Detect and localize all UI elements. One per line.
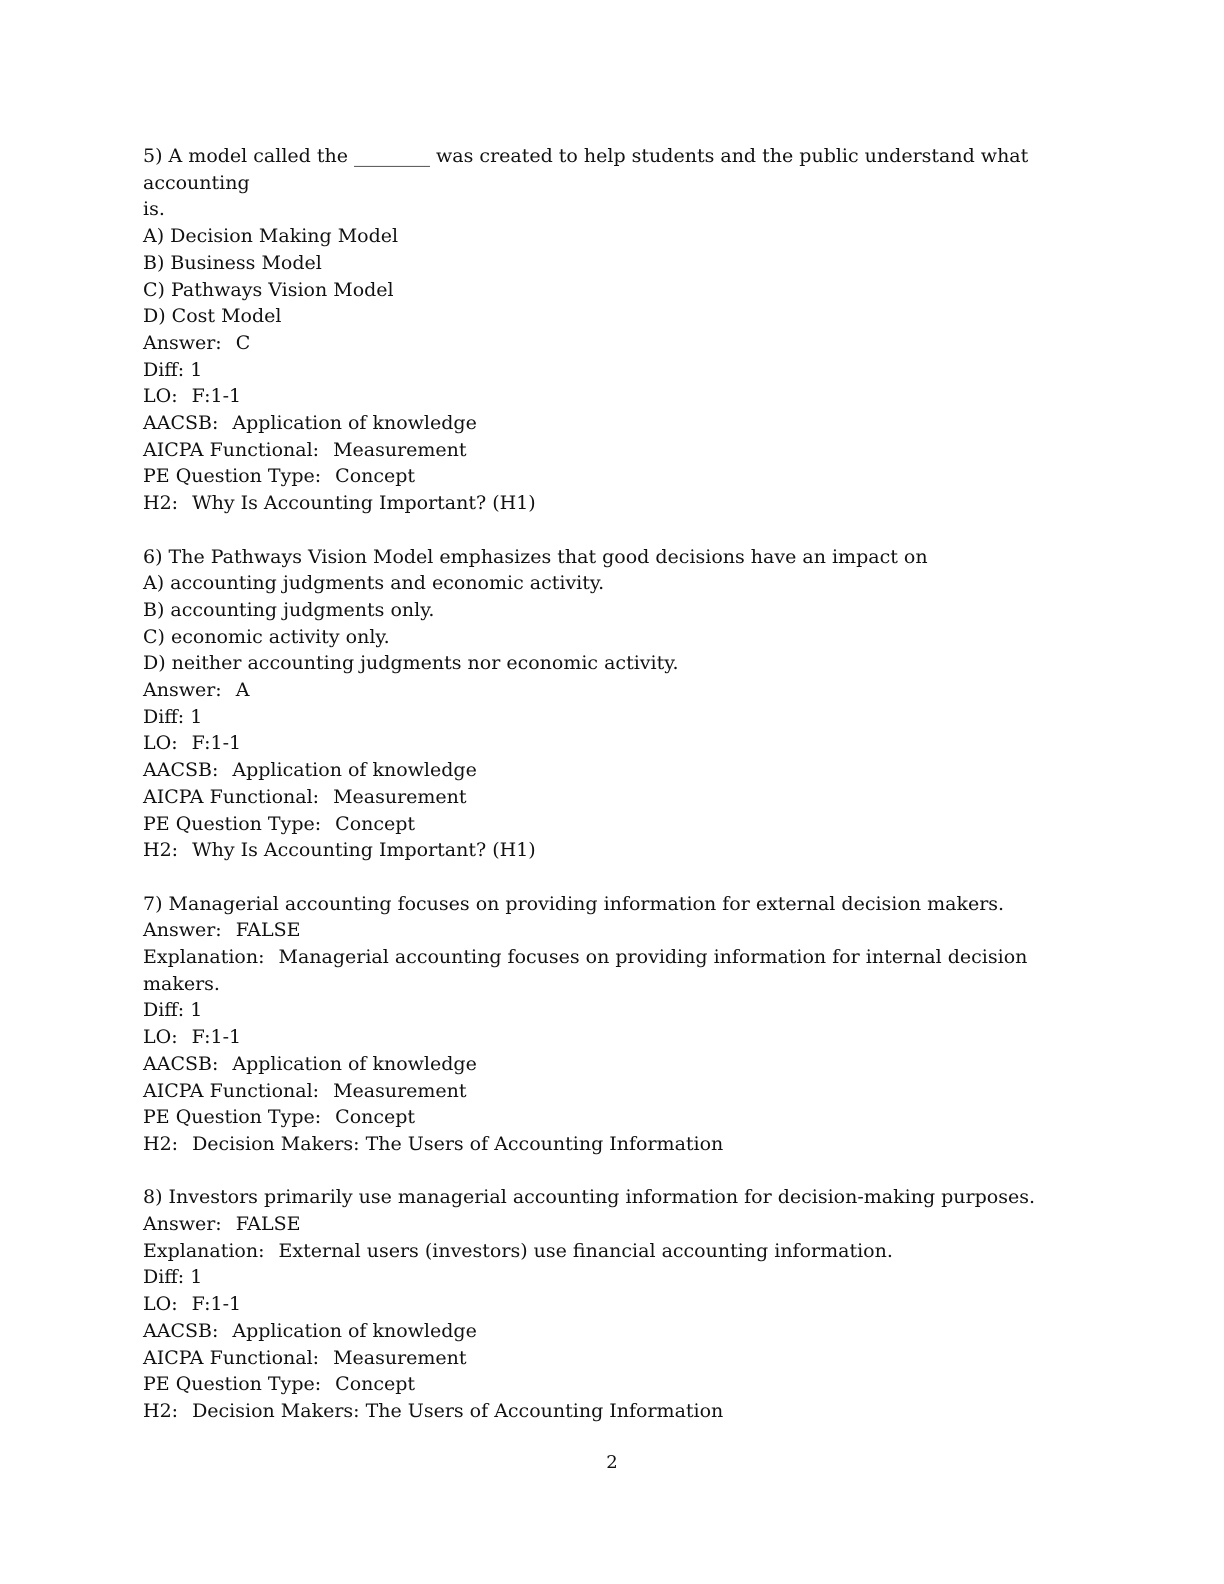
aacsb-value: Application of knowledge: [232, 1319, 477, 1342]
explanation-label: Explanation:: [143, 1239, 265, 1262]
aicpa-line: [143, 784, 1083, 811]
aacsb-line: [143, 1318, 1083, 1345]
question-stem-continued: is.: [143, 198, 165, 221]
option-a: A) accounting judgments and economic activity.: [143, 572, 605, 595]
lo-label: LO:: [143, 1293, 178, 1316]
answer-value: A: [235, 679, 250, 702]
answer-line: [143, 677, 1083, 704]
pe-line: [143, 811, 1083, 838]
aacsb-value: Application of knowledge: [232, 759, 477, 782]
option-d: D) neither accounting judgments nor economic activity.: [143, 652, 679, 675]
answer-line: [143, 330, 1083, 357]
pe-value: Concept: [335, 465, 416, 488]
diff-value: 1: [190, 358, 203, 381]
question-stem: 5) A model called the ________ was created to help students and the public understand what accounting: [143, 145, 1035, 194]
question-5: [143, 143, 1083, 517]
h2-value: Why Is Accounting Important? (H1): [192, 492, 536, 515]
h2-value: Why Is Accounting Important? (H1): [192, 839, 536, 862]
answer-label: Answer:: [143, 919, 222, 942]
pe-line: [143, 1104, 1083, 1131]
diff-value: 1: [190, 1266, 203, 1289]
answer-label: Answer:: [143, 1213, 222, 1236]
aicpa-line: [143, 437, 1083, 464]
lo-line: [143, 383, 1083, 410]
h2-label: H2:: [143, 1400, 179, 1422]
h2-value: Decision Makers: The Users of Accounting Information: [192, 1400, 724, 1422]
option-b: B) Business Model: [143, 251, 322, 274]
diff-line: [143, 357, 1083, 384]
answer-line: [143, 1211, 1083, 1238]
page-number: 2: [606, 1452, 618, 1473]
answer-value: FALSE: [235, 919, 301, 942]
h2-label: H2:: [143, 492, 179, 515]
aicpa-label: AICPA Functional:: [143, 1346, 320, 1369]
diff-line: [143, 704, 1083, 731]
aicpa-value: Measurement: [333, 785, 467, 808]
pe-value: Concept: [335, 1106, 416, 1129]
explanation-value: Managerial accounting focuses on providing information for internal decision makers.: [143, 946, 1034, 995]
lo-line: [143, 730, 1083, 757]
document-page: [143, 143, 1083, 1451]
diff-value: 1: [190, 999, 203, 1022]
question-8: [143, 1184, 1083, 1424]
aacsb-line: [143, 757, 1083, 784]
explanation-line: [143, 944, 1083, 997]
pe-label: PE Question Type:: [143, 465, 322, 488]
option-d: D) Cost Model: [143, 305, 282, 328]
aicpa-label: AICPA Functional:: [143, 1079, 320, 1102]
h2-label: H2:: [143, 1132, 179, 1155]
answer-value: FALSE: [235, 1213, 301, 1236]
aicpa-value: Measurement: [333, 1346, 467, 1369]
option-c: C) Pathways Vision Model: [143, 278, 394, 301]
option-a: A) Decision Making Model: [143, 225, 399, 248]
diff-value: 1: [190, 705, 203, 728]
aacsb-line: [143, 410, 1083, 437]
h2-value: Decision Makers: The Users of Accounting Information: [192, 1132, 724, 1155]
lo-line: [143, 1024, 1083, 1051]
h2-line: [143, 1398, 1083, 1425]
pe-label: PE Question Type:: [143, 812, 322, 835]
option-b: B) accounting judgments only.: [143, 598, 435, 621]
explanation-line: [143, 1238, 1083, 1265]
lo-label: LO:: [143, 732, 178, 755]
pe-label: PE Question Type:: [143, 1106, 322, 1129]
pe-value: Concept: [335, 812, 416, 835]
lo-label: LO:: [143, 1026, 178, 1049]
aicpa-line: [143, 1345, 1083, 1372]
aacsb-value: Application of knowledge: [232, 1052, 477, 1075]
question-stem: 8) Investors primarily use managerial accounting information for decision-making purposes.: [143, 1186, 1036, 1209]
explanation-label: Explanation:: [143, 946, 265, 969]
h2-line: [143, 837, 1083, 864]
answer-label: Answer:: [143, 679, 222, 702]
option-c: C) economic activity only.: [143, 625, 390, 648]
diff-label: Diff:: [143, 705, 185, 728]
diff-label: Diff:: [143, 1266, 185, 1289]
pe-label: PE Question Type:: [143, 1373, 322, 1396]
aacsb-label: AACSB:: [143, 412, 219, 435]
diff-line: [143, 997, 1083, 1024]
aacsb-label: AACSB:: [143, 1319, 219, 1342]
h2-line: [143, 1131, 1083, 1158]
question-6: [143, 544, 1083, 864]
question-stem: 7) Managerial accounting focuses on providing information for external decision makers.: [143, 892, 1005, 915]
aicpa-value: Measurement: [333, 1079, 467, 1102]
question-stem: 6) The Pathways Vision Model emphasizes that good decisions have an impact on: [143, 545, 928, 568]
aacsb-label: AACSB:: [143, 759, 219, 782]
diff-label: Diff:: [143, 999, 185, 1022]
lo-value: F:1-1: [191, 732, 242, 755]
pe-line: [143, 463, 1083, 490]
aicpa-label: AICPA Functional:: [143, 785, 320, 808]
lo-value: F:1-1: [191, 1026, 242, 1049]
lo-label: LO:: [143, 385, 178, 408]
h2-line: [143, 490, 1083, 517]
diff-label: Diff:: [143, 358, 185, 381]
diff-line: [143, 1264, 1083, 1291]
h2-label: H2:: [143, 839, 179, 862]
answer-value: C: [235, 331, 251, 354]
lo-value: F:1-1: [191, 385, 242, 408]
answer-label: Answer:: [143, 331, 222, 354]
aicpa-label: AICPA Functional:: [143, 438, 320, 461]
lo-value: F:1-1: [191, 1293, 242, 1316]
aicpa-value: Measurement: [333, 438, 467, 461]
answer-line: [143, 917, 1083, 944]
aacsb-label: AACSB:: [143, 1052, 219, 1075]
pe-value: Concept: [335, 1373, 416, 1396]
explanation-value: External users (investors) use financial accounting information.: [278, 1239, 893, 1262]
aicpa-line: [143, 1078, 1083, 1105]
pe-line: [143, 1371, 1083, 1398]
aacsb-value: Application of knowledge: [232, 412, 477, 435]
aacsb-line: [143, 1051, 1083, 1078]
lo-line: [143, 1291, 1083, 1318]
question-7: [143, 891, 1083, 1158]
